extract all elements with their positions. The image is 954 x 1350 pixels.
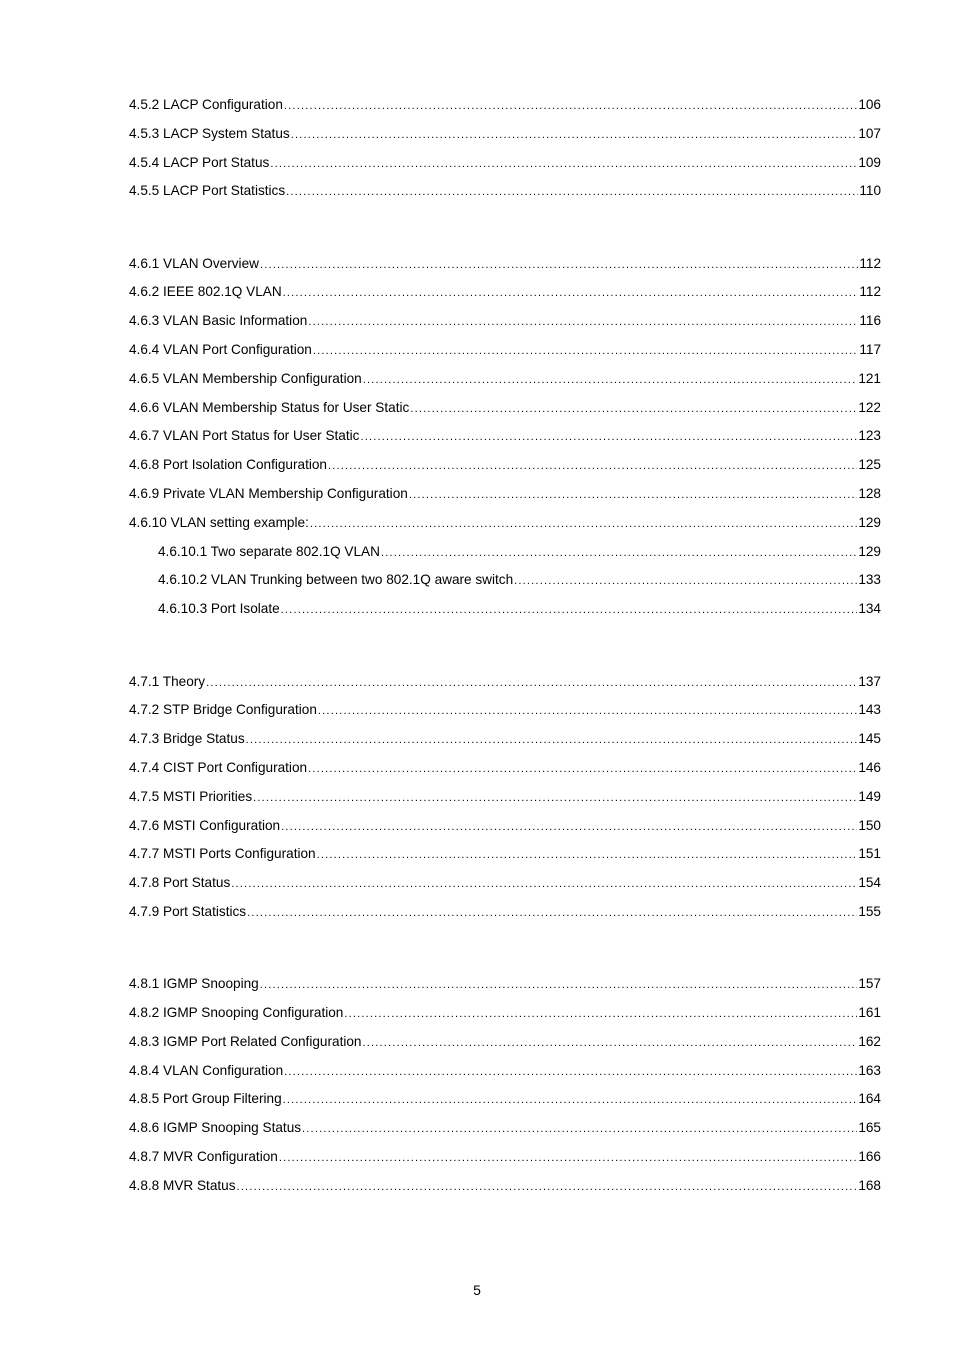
toc-entry-title: 4.7.3 Bridge Status [129, 731, 245, 747]
toc-entry[interactable] [129, 1057, 881, 1086]
toc-entry[interactable] [129, 120, 881, 149]
toc-entry-title: 4.8.7 MVR Configuration [129, 1149, 278, 1164]
toc-entry[interactable] [129, 999, 881, 1028]
toc-dot-leader [231, 870, 857, 898]
toc-entry-title: 4.6.6 VLAN Membership Status for User Static [129, 399, 410, 415]
toc-entry-title: 4.8.1 IGMP Snooping [129, 976, 259, 992]
toc-entry[interactable] [129, 970, 881, 999]
toc-entry[interactable] [129, 1085, 881, 1114]
toc-dot-leader [281, 596, 858, 624]
toc-entry-page: 150 [858, 817, 881, 833]
toc-dot-leader [206, 669, 857, 697]
toc-dot-leader [514, 567, 857, 595]
toc-entry-page: 143 [858, 702, 881, 718]
toc-dot-leader [247, 899, 857, 927]
toc-section-lacp [129, 91, 881, 206]
toc-entry-page: 112 [859, 284, 881, 300]
toc-entry[interactable] [129, 451, 881, 480]
toc-dot-leader [284, 1058, 857, 1086]
toc-entry-page: 162 [858, 1033, 881, 1049]
toc-entry[interactable] [129, 783, 881, 812]
toc-entry-title: 4.6.3 VLAN Basic Information [129, 313, 308, 329]
toc-entry-title: 4.6.10 VLAN setting example: [129, 514, 309, 530]
toc-entry[interactable] [129, 422, 881, 451]
toc-dot-leader [328, 452, 857, 480]
toc-entry-title: 4.7.1 Theory [129, 673, 206, 689]
toc-entry-title: 4.6.10.1 Two separate 802.1Q VLAN [158, 543, 380, 559]
toc-entry-page: 117 [859, 342, 881, 358]
toc-entry-page: 133 [858, 572, 881, 588]
toc-entry-title: 4.7.9 Port Statistics [129, 903, 247, 919]
toc-section-vlan [129, 250, 881, 624]
toc-dot-leader [381, 539, 857, 567]
toc-entry[interactable] [129, 480, 881, 509]
toc-entry-page: 155 [858, 903, 881, 919]
toc-dot-leader [270, 150, 857, 178]
toc-entry-page: 121 [858, 370, 881, 386]
toc-entry[interactable] [129, 509, 881, 538]
toc-dot-leader [363, 366, 858, 394]
toc-entry[interactable] [129, 177, 881, 206]
toc-dot-leader [318, 697, 857, 725]
toc-entry-page: 166 [858, 1149, 881, 1164]
toc-entry-page: 106 [858, 97, 881, 112]
toc-dot-leader [409, 481, 858, 509]
toc-entry-page: 112 [859, 255, 881, 271]
toc-entry-title: 4.5.2 LACP Configuration [129, 97, 283, 112]
toc-entry-title: 4.8.4 VLAN Configuration [129, 1062, 284, 1078]
toc-entry-page: 145 [858, 731, 881, 747]
toc-entry[interactable] [129, 696, 881, 725]
toc-entry-title: 4.8.6 IGMP Snooping Status [129, 1120, 302, 1136]
toc-entry-title: 4.6.9 Private VLAN Membership Configuration [129, 486, 408, 502]
toc-entry-page: 109 [858, 154, 881, 170]
toc-entry-page: 125 [858, 457, 881, 473]
toc-entry[interactable] [129, 668, 881, 697]
toc-entry[interactable] [129, 869, 881, 898]
toc-entry-page: 129 [858, 543, 881, 559]
toc-entry[interactable] [129, 278, 881, 307]
toc-entry[interactable] [129, 365, 881, 394]
toc-dot-leader [362, 1029, 857, 1057]
toc-dot-leader [291, 121, 858, 149]
toc-entry-page: 116 [859, 313, 881, 329]
toc-entry[interactable] [129, 336, 881, 365]
toc-subentry[interactable] [129, 566, 881, 595]
toc-entry[interactable] [129, 898, 881, 927]
toc-dot-leader [310, 510, 857, 538]
toc-entry-title: 4.5.3 LACP System Status [129, 125, 290, 141]
page-number: 5 [473, 1282, 481, 1298]
toc-dot-leader [344, 1000, 857, 1028]
toc-entry-page: 128 [858, 486, 881, 502]
toc-entry-title: 4.6.1 VLAN Overview [129, 255, 259, 271]
toc-entry-title: 4.7.4 CIST Port Configuration [129, 759, 308, 775]
toc-entry-title: 4.6.4 VLAN Port Configuration [129, 342, 312, 358]
toc-entry-page: 154 [858, 875, 881, 891]
toc-entry-page: 157 [858, 976, 881, 992]
toc-entry-title: 4.6.8 Port Isolation Configuration [129, 457, 327, 473]
toc-section-stp [129, 668, 881, 927]
toc-dot-leader [308, 308, 858, 336]
toc-entry[interactable] [129, 754, 881, 783]
toc-entry-title: 4.6.5 VLAN Membership Configuration [129, 370, 362, 386]
toc-entry-page: 163 [858, 1062, 881, 1078]
toc-entry-page: 134 [858, 601, 881, 617]
toc-entry-page: 151 [858, 846, 881, 862]
toc-dot-leader [286, 178, 858, 206]
toc-entry-title: 4.6.2 IEEE 802.1Q VLAN [129, 284, 282, 300]
toc-dot-leader [237, 1173, 858, 1201]
toc-dot-leader [283, 1086, 858, 1114]
toc-dot-leader [410, 395, 857, 423]
toc-entry-title: 4.8.5 Port Group Filtering [129, 1091, 282, 1107]
toc-dot-leader [284, 92, 857, 120]
toc-dot-leader [279, 1144, 857, 1172]
toc-section-igmp [129, 970, 881, 1200]
toc-entry-title: 4.7.5 MSTI Priorities [129, 788, 253, 804]
toc-dot-leader [281, 813, 857, 841]
toc-entry[interactable] [129, 91, 881, 120]
toc-dot-leader [313, 337, 858, 365]
toc-entry[interactable] [129, 812, 881, 841]
toc-entry[interactable] [129, 1028, 881, 1057]
toc-entry[interactable] [129, 1172, 881, 1201]
toc-entry-page: 107 [858, 125, 881, 141]
toc-entry-page: 129 [858, 514, 881, 530]
toc-entry-page: 146 [858, 759, 881, 775]
toc-dot-leader [260, 251, 858, 279]
toc-entry-title: 4.7.7 MSTI Ports Configuration [129, 846, 316, 862]
toc-entry-page: 123 [858, 428, 881, 444]
toc-entry-title: 4.7.6 MSTI Configuration [129, 817, 281, 833]
toc-entry-page: 149 [858, 788, 881, 804]
toc-entry[interactable] [129, 394, 881, 423]
toc-subentry[interactable] [129, 595, 881, 624]
toc-dot-leader [308, 755, 857, 783]
toc-entry-page: 110 [859, 183, 881, 199]
toc-dot-leader [283, 279, 859, 307]
toc-entry-title: 4.7.2 STP Bridge Configuration [129, 702, 317, 718]
toc-dot-leader [246, 726, 858, 754]
toc-dot-leader [302, 1115, 857, 1143]
toc-entry[interactable] [129, 250, 881, 279]
toc-dot-leader [360, 423, 857, 451]
toc-entry-page: 164 [858, 1091, 881, 1107]
toc-entry-title: 4.5.5 LACP Port Statistics [129, 183, 286, 199]
toc-entry-title: 4.6.10.2 VLAN Trunking between two 802.1Q aware switch [158, 572, 514, 588]
toc-entry-title: 4.7.8 Port Status [129, 875, 231, 891]
toc-entry[interactable] [129, 1114, 881, 1143]
toc-entry-title: 4.8.2 IGMP Snooping Configuration [129, 1005, 344, 1021]
toc-entry[interactable] [129, 725, 881, 754]
toc-entry-title: 4.8.8 MVR Status [129, 1177, 236, 1193]
toc-entry-title: 4.5.4 LACP Port Status [129, 154, 270, 170]
table-of-contents [129, 91, 881, 1201]
toc-entry-title: 4.6.10.3 Port Isolate [158, 601, 280, 617]
toc-entry[interactable] [129, 840, 881, 869]
toc-entry[interactable] [129, 149, 881, 178]
toc-dot-leader [317, 841, 858, 869]
toc-entry-page: 122 [858, 399, 881, 415]
toc-entry-title: 4.6.7 VLAN Port Status for User Static [129, 428, 360, 444]
toc-entry[interactable] [129, 307, 881, 336]
toc-entry-page: 165 [858, 1120, 881, 1136]
toc-dot-leader [253, 784, 857, 812]
toc-entry-page: 168 [858, 1177, 881, 1193]
toc-entry-title: 4.8.3 IGMP Port Related Configuration [129, 1033, 362, 1049]
toc-dot-leader [260, 971, 858, 999]
toc-entry-page: 161 [858, 1005, 881, 1021]
toc-entry-page: 137 [858, 673, 881, 689]
toc-entry[interactable] [129, 1143, 881, 1172]
toc-subentry[interactable] [129, 538, 881, 567]
